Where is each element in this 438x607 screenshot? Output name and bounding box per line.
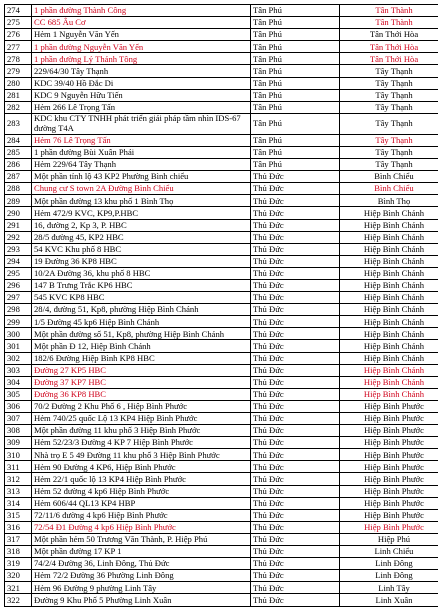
road-name-cell: 229/64/30 Tây Thạnh [32,65,251,77]
district-name-cell: Thủ Đức [251,485,340,497]
ward-name-cell: Hiệp Bình Phước [340,521,438,533]
table-row [5,316,438,328]
ward-name-cell: Hiệp Phú [340,533,438,545]
row-number-cell: 311 [5,461,32,473]
row-number-cell: 318 [5,546,32,558]
district-name-cell: Thủ Đức [251,376,340,388]
ward-name-cell: Tây Thạnh [340,89,438,101]
district-name-cell: Tân Phú [251,101,340,113]
district-name-cell: Thủ Đức [251,449,340,461]
district-name-cell: Thủ Đức [251,497,340,509]
district-name-cell: Tân Phú [251,41,340,53]
row-number-cell: 304 [5,376,32,388]
table-row [5,219,438,231]
row-number-cell: 321 [5,582,32,594]
district-name-cell: Tân Phú [251,65,340,77]
ward-name-cell: Hiệp Bình Chánh [340,231,438,243]
ward-name-cell: Hiệp Bình Phước [340,425,438,437]
row-number-cell: 284 [5,134,32,146]
ward-name-cell: Tây Thạnh [340,159,438,171]
ward-name-cell: Tây Thạnh [340,101,438,113]
table-row [5,594,438,606]
road-name-cell: 72/11/6 đường 4 kp6 Hiệp Bình Phước [32,509,251,521]
table-row [5,364,438,376]
road-name-cell: 1 phần đường Nguyễn Văn Yến [32,41,251,53]
district-name-cell: Tân Phú [251,77,340,89]
table-row [5,376,438,388]
row-number-cell: 277 [5,41,32,53]
row-number-cell: 291 [5,219,32,231]
road-name-cell: 16, đường 2, Kp 3, P. HBC [32,219,251,231]
row-number-cell: 322 [5,594,32,606]
row-number-cell: 317 [5,533,32,545]
row-number-cell: 301 [5,340,32,352]
district-name-cell: Tân Phú [251,17,340,29]
ward-name-cell: Hiệp Bình Chánh [340,364,438,376]
row-number-cell: 303 [5,364,32,376]
ward-name-cell: Linh Đông [340,570,438,582]
ward-name-cell: Hiệp Bình Chánh [340,207,438,219]
road-name-cell: 28/5 đường 45, KP2 HBC [32,231,251,243]
location-table [4,4,438,607]
road-name-cell: Hẻm 72/2 Đường 36 Phường Linh Đông [32,570,251,582]
road-name-cell: Một phần đường 13 khu phố 1 Bình Thọ [32,195,251,207]
district-name-cell: Thủ Đức [251,340,340,352]
row-number-cell: 315 [5,509,32,521]
table-row [5,292,438,304]
road-name-cell: Chung cư S town 2A Đường Bình Chiểu [32,183,251,195]
ward-name-cell: Hiệp Bình Chánh [340,243,438,255]
district-name-cell: Tân Phú [251,113,340,134]
district-name-cell: Tân Phú [251,5,340,17]
road-name-cell: Một phần đường số 51, Kp8, phường Hiệp Bình Chánh [32,328,251,340]
district-name-cell: Thủ Đức [251,231,340,243]
road-name-cell: KDC khu CTY TNHH phát triển giải pháp tầm nhìn IDS-67 đường T4A [32,113,251,134]
district-name-cell: Thủ Đức [251,316,340,328]
ward-name-cell: Tây Thạnh [340,65,438,77]
table-row [5,5,438,17]
table-row [5,267,438,279]
row-number-cell: 293 [5,243,32,255]
ward-name-cell: Hiệp Bình Phước [340,449,438,461]
district-name-cell: Thủ Đức [251,183,340,195]
road-name-cell: Đường 37 KP7 HBC [32,376,251,388]
district-name-cell: Tân Phú [251,146,340,158]
row-number-cell: 297 [5,292,32,304]
road-name-cell: KDC 9 Nguyễn Hữu Tiến [32,89,251,101]
ward-name-cell: Hiệp Bình Chánh [340,267,438,279]
row-number-cell: 316 [5,521,32,533]
ward-name-cell: Hiệp Bình Phước [340,485,438,497]
row-number-cell: 279 [5,65,32,77]
table-row [5,449,438,461]
table-row [5,77,438,89]
row-number-cell: 280 [5,77,32,89]
district-name-cell: Thủ Đức [251,171,340,183]
district-name-cell: Thủ Đức [251,219,340,231]
row-number-cell: 310 [5,449,32,461]
table-row [5,65,438,77]
table-row [5,497,438,509]
table-row [5,400,438,412]
road-name-cell: 182/6 Đường Hiệp Bình KP8 HBC [32,352,251,364]
ward-name-cell: Hiệp Bình Chánh [340,219,438,231]
district-name-cell: Thủ Đức [251,437,340,449]
row-number-cell: 305 [5,388,32,400]
table-row [5,413,438,425]
road-name-cell: Hẻm 606/44 QL13 KP4 HBP [32,497,251,509]
table-row [5,485,438,497]
row-number-cell: 286 [5,159,32,171]
row-number-cell: 274 [5,5,32,17]
ward-name-cell: Tây Thạnh [340,113,438,134]
table-row [5,207,438,219]
ward-name-cell: Tân Thới Hòa [340,41,438,53]
district-name-cell: Thủ Đức [251,509,340,521]
ward-name-cell: Tân Thành [340,5,438,17]
district-name-cell: Thủ Đức [251,425,340,437]
ward-name-cell: Hiệp Bình Chánh [340,292,438,304]
road-name-cell: Hẻm 90 Đường 4 KP6, Hiệp Bình Phước [32,461,251,473]
road-name-cell: Đường 36 KP8 HBC [32,388,251,400]
row-number-cell: 296 [5,279,32,291]
road-name-cell: Hẻm 1 Nguyễn Văn Yến [32,29,251,41]
table-row [5,171,438,183]
road-name-cell: CC 685 Âu Cơ [32,17,251,29]
ward-name-cell: Linh Chiểu [340,546,438,558]
road-name-cell: Hẻm 472/9 KVC, KP9,P.HBC [32,207,251,219]
row-number-cell: 320 [5,570,32,582]
ward-name-cell: Hiệp Bình Chánh [340,352,438,364]
district-name-cell: Thủ Đức [251,594,340,606]
district-name-cell: Thủ Đức [251,328,340,340]
row-number-cell: 290 [5,207,32,219]
table-row [5,134,438,146]
district-name-cell: Thủ Đức [251,413,340,425]
district-name-cell: Tân Phú [251,159,340,171]
district-name-cell: Tân Phú [251,134,340,146]
table-row [5,89,438,101]
district-name-cell: Thủ Đức [251,243,340,255]
row-number-cell: 282 [5,101,32,113]
row-number-cell: 288 [5,183,32,195]
district-name-cell: Thủ Đức [251,195,340,207]
table-row [5,558,438,570]
road-name-cell: 74/2/4 Đường 36, Linh Đông, Thủ Đức [32,558,251,570]
row-number-cell: 319 [5,558,32,570]
road-name-cell: Nhà trọ E 5 49 Đường 11 khu phố 3 Hiệp Bình Phước [32,449,251,461]
ward-name-cell: Hiệp Bình Phước [340,497,438,509]
ward-name-cell: Bình Chiểu [340,183,438,195]
table-row [5,473,438,485]
table-row [5,146,438,158]
table-row [5,546,438,558]
ward-name-cell: Hiệp Bình Chánh [340,304,438,316]
road-name-cell: 72/54 Đ1 Đường 4 kp6 Hiệp Bình Phước [32,521,251,533]
row-number-cell: 285 [5,146,32,158]
table-row [5,425,438,437]
document-page [4,4,434,607]
ward-name-cell: Tây Thạnh [340,146,438,158]
road-name-cell: 1 phần đường Lý Thánh Tông [32,53,251,65]
row-number-cell: 278 [5,53,32,65]
district-name-cell: Thủ Đức [251,570,340,582]
row-number-cell: 294 [5,255,32,267]
ward-name-cell: Hiệp Bình Phước [340,461,438,473]
table-row [5,340,438,352]
district-name-cell: Thủ Đức [251,558,340,570]
row-number-cell: 308 [5,425,32,437]
ward-name-cell: Tân Thành [340,17,438,29]
district-name-cell: Thủ Đức [251,521,340,533]
table-body [5,5,438,607]
district-name-cell: Thủ Đức [251,473,340,485]
ward-name-cell: Tây Thạnh [340,134,438,146]
row-number-cell: 312 [5,473,32,485]
ward-name-cell: Tân Thới Hòa [340,53,438,65]
road-name-cell: Hẻm 96 Đường 9 phường Linh Tây [32,582,251,594]
row-number-cell: 309 [5,437,32,449]
ward-name-cell: Hiệp Bình Phước [340,473,438,485]
ward-name-cell: Linh Đông [340,558,438,570]
district-name-cell: Tân Phú [251,53,340,65]
road-name-cell: Hẻm 740/25 quốc Lộ 13 KP4 Hiệp Bình Phước [32,413,251,425]
table-row [5,279,438,291]
row-number-cell: 314 [5,497,32,509]
road-name-cell: 70/2 Đường 2 Khu Phố 6 , Hiệp Bình Phước [32,400,251,412]
row-number-cell: 287 [5,171,32,183]
road-name-cell: 147 B Trưng Trắc KP6 HBC [32,279,251,291]
table-row [5,533,438,545]
table-row [5,41,438,53]
road-name-cell: Một phần Đ 12, Hiệp Bình Chánh [32,340,251,352]
ward-name-cell: Hiệp Bình Chánh [340,279,438,291]
road-name-cell: 19 Đường 36 KP8 HBC [32,255,251,267]
road-name-cell: Một phần hẻm 50 Trương Văn Thành, P. Hiệp Phú [32,533,251,545]
table-row [5,183,438,195]
road-name-cell: KDC 39/40 Hồ Đắc Di [32,77,251,89]
district-name-cell: Thủ Đức [251,207,340,219]
table-row [5,231,438,243]
row-number-cell: 313 [5,485,32,497]
ward-name-cell: Hiệp Bình Chánh [340,376,438,388]
district-name-cell: Thủ Đức [251,292,340,304]
district-name-cell: Thủ Đức [251,461,340,473]
row-number-cell: 299 [5,316,32,328]
road-name-cell: Hẻm 52 đường 4 kp6 Hiệp Bình Phước [32,485,251,497]
road-name-cell: Hẻm 229/64 Tây Thạnh [32,159,251,171]
road-name-cell: 54 KVC Khu phố 8 HBC [32,243,251,255]
row-number-cell: 302 [5,352,32,364]
road-name-cell: 1/5 Đường 45 kp6 Hiệp Bình Chánh [32,316,251,328]
row-number-cell: 275 [5,17,32,29]
district-name-cell: Thủ Đức [251,546,340,558]
row-number-cell: 283 [5,113,32,134]
table-row [5,159,438,171]
road-name-cell: 28/4, đường 51, Kp8, phường Hiệp Bình Chánh [32,304,251,316]
ward-name-cell: Tân Thới Hòa [340,29,438,41]
row-number-cell: 292 [5,231,32,243]
table-row [5,509,438,521]
ward-name-cell: Bình Thọ [340,195,438,207]
row-number-cell: 306 [5,400,32,412]
road-name-cell: Hẻm 22/1 quốc lộ 13 KP4 Hiệp Bình Phước [32,473,251,485]
table-row [5,304,438,316]
ward-name-cell: Hiệp Bình Chánh [340,255,438,267]
district-name-cell: Thủ Đức [251,255,340,267]
district-name-cell: Thủ Đức [251,304,340,316]
table-row [5,29,438,41]
district-name-cell: Thủ Đức [251,400,340,412]
road-name-cell: 1 phần đường Thành Công [32,5,251,17]
table-row [5,17,438,29]
ward-name-cell: Linh Xuân [340,594,438,606]
district-name-cell: Thủ Đức [251,352,340,364]
ward-name-cell: Bình Chiểu [340,171,438,183]
table-row [5,352,438,364]
ward-name-cell: Hiệp Bình Chánh [340,388,438,400]
district-name-cell: Thủ Đức [251,364,340,376]
district-name-cell: Tân Phú [251,89,340,101]
ward-name-cell: Hiệp Bình Chánh [340,340,438,352]
ward-name-cell: Hiệp Bình Chánh [340,316,438,328]
table-row [5,113,438,134]
district-name-cell: Tân Phú [251,29,340,41]
table-row [5,461,438,473]
table-row [5,582,438,594]
table-row [5,328,438,340]
ward-name-cell: Hiệp Bình Phước [340,413,438,425]
table-row [5,255,438,267]
district-name-cell: Thủ Đức [251,267,340,279]
road-name-cell: Hẻm 52/23/3 Đường 4 KP 7 Hiệp Bình Phước [32,437,251,449]
road-name-cell: Một phần đường 17 KP 1 [32,546,251,558]
ward-name-cell: Hiệp Bình Phước [340,509,438,521]
ward-name-cell: Hiệp Bình Phước [340,437,438,449]
table-row [5,437,438,449]
row-number-cell: 276 [5,29,32,41]
ward-name-cell: Tây Thạnh [340,77,438,89]
table-row [5,53,438,65]
road-name-cell: Một phần tỉnh lộ 43 KP2 Phường Bình chiểu [32,171,251,183]
road-name-cell: Hẻm 266 Lê Trọng Tấn [32,101,251,113]
district-name-cell: Thủ Đức [251,582,340,594]
row-number-cell: 298 [5,304,32,316]
table-row [5,101,438,113]
road-name-cell: 545 KVC KP8 HBC [32,292,251,304]
table-row [5,243,438,255]
table-row [5,195,438,207]
road-name-cell: Đường 27 KP5 HBC [32,364,251,376]
district-name-cell: Thủ Đức [251,388,340,400]
row-number-cell: 295 [5,267,32,279]
road-name-cell: 10/2A Đường 36, khu phố 8 HBC [32,267,251,279]
road-name-cell: 1 phần đường Bùi Xuân Phái [32,146,251,158]
ward-name-cell: Linh Tây [340,582,438,594]
table-row [5,521,438,533]
table-row [5,388,438,400]
road-name-cell: Hẻm 76 Lê Trọng Tấn [32,134,251,146]
row-number-cell: 289 [5,195,32,207]
district-name-cell: Thủ Đức [251,533,340,545]
district-name-cell: Thủ Đức [251,279,340,291]
ward-name-cell: Hiệp Bình Phước [340,400,438,412]
road-name-cell: Một phần đường 11 khu phố 3 Hiệp Bình Phước [32,425,251,437]
row-number-cell: 281 [5,89,32,101]
ward-name-cell: Hiệp Bình Chánh [340,328,438,340]
road-name-cell: Đường 9 Khu Phố 5 Phường Linh Xuân [32,594,251,606]
row-number-cell: 307 [5,413,32,425]
row-number-cell: 300 [5,328,32,340]
